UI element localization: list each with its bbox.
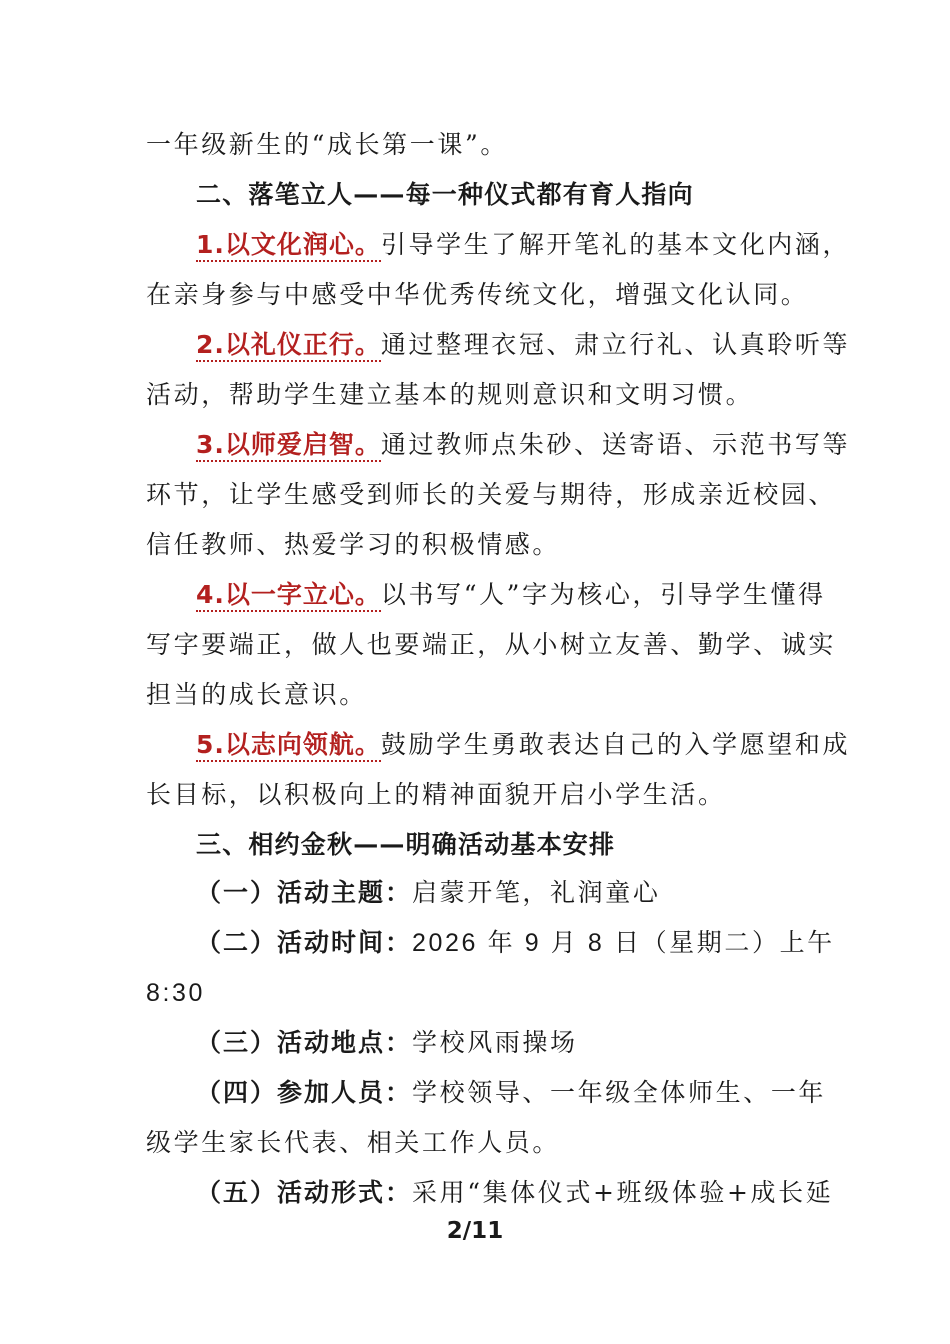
paragraph-line — [146, 778, 806, 812]
point-2 — [196, 328, 851, 362]
body-text: 8:30 — [146, 979, 206, 1007]
paragraph-line — [146, 378, 806, 412]
schedule-value: 2026 年 9 月 8 日（星期二）上午 — [412, 929, 835, 957]
paragraph-line — [146, 528, 806, 562]
paragraph-line — [146, 278, 809, 312]
point-5-text: 鼓励学生勇敢表达自己的入学愿望和成 — [380, 730, 851, 759]
paragraph-line — [146, 478, 837, 512]
schedule-item-format — [196, 1176, 834, 1210]
schedule-label: （三）活动地点： — [196, 1028, 413, 1057]
paragraph-line — [146, 128, 806, 162]
point-1 — [196, 228, 851, 262]
body-text: 写字要端正，做人也要端正，从小树立友善、勤学、诚实 — [146, 630, 837, 659]
heading-text: 二、落笔立人——每一种仪式都有育人指向 — [196, 180, 694, 209]
body-text: 一年级新生的“成长第一课”。 — [146, 130, 508, 159]
body-text: 活动，帮助学生建立基本的规则意识和文明习惯。 — [146, 380, 754, 409]
point-1-label: 1.以文化润心。 — [196, 230, 381, 262]
schedule-label: （二）活动时间： — [196, 928, 413, 957]
body-text: 在亲身参与中感受中华优秀传统文化，增强文化认同。 — [146, 280, 809, 309]
point-1-text: 引导学生了解开笔礼的基本文化内涵， — [380, 230, 851, 259]
heading-text: 三、相约金秋——明确活动基本安排 — [196, 830, 616, 859]
section-heading-2 — [196, 178, 806, 212]
point-3-text: 通过教师点朱砂、送寄语、示范书写等 — [380, 430, 851, 459]
body-text: 长目标，以积极向上的精神面貌开启小学生活。 — [146, 780, 726, 809]
body-text: 环节，让学生感受到师长的关爱与期待，形成亲近校园、 — [146, 480, 837, 509]
paragraph-line — [146, 678, 806, 712]
point-2-text: 通过整理衣冠、肃立行礼、认真聆听等 — [380, 330, 851, 359]
schedule-label: （五）活动形式： — [196, 1178, 413, 1207]
point-3 — [196, 428, 851, 462]
paragraph-line — [146, 1126, 806, 1160]
schedule-item-time — [196, 926, 835, 960]
point-4-text: 以书写“人”字为核心，引导学生懂得 — [380, 580, 826, 609]
point-5-label: 5.以志向领航。 — [196, 730, 381, 762]
body-text: 级学生家长代表、相关工作人员。 — [146, 1128, 561, 1157]
schedule-value: 学校领导、一年级全体师生、一年 — [412, 1078, 827, 1107]
point-2-label: 2.以礼仪正行。 — [196, 330, 381, 362]
body-text: 担当的成长意识。 — [146, 680, 367, 709]
schedule-label: （一）活动主题： — [196, 878, 413, 907]
schedule-item-location — [196, 1026, 806, 1060]
point-4 — [196, 578, 826, 612]
schedule-item-theme — [196, 876, 806, 910]
point-4-label: 4.以一字立心。 — [196, 580, 381, 612]
schedule-value: 启蒙开笔，礼润童心 — [412, 878, 661, 907]
schedule-value: 学校风雨操场 — [412, 1028, 578, 1057]
paragraph-line — [146, 628, 837, 662]
section-heading-3 — [196, 828, 806, 862]
schedule-value: 采用“集体仪式+班级体验+成长延 — [412, 1178, 834, 1207]
point-5 — [196, 728, 851, 762]
schedule-item-participants — [196, 1076, 827, 1110]
body-text: 信任教师、热爱学习的积极情感。 — [146, 530, 561, 559]
paragraph-line — [146, 976, 806, 1010]
point-3-label: 3.以师爱启智。 — [196, 430, 381, 462]
page-number: 2/11 — [446, 1218, 504, 1244]
schedule-label: （四）参加人员： — [196, 1078, 413, 1107]
